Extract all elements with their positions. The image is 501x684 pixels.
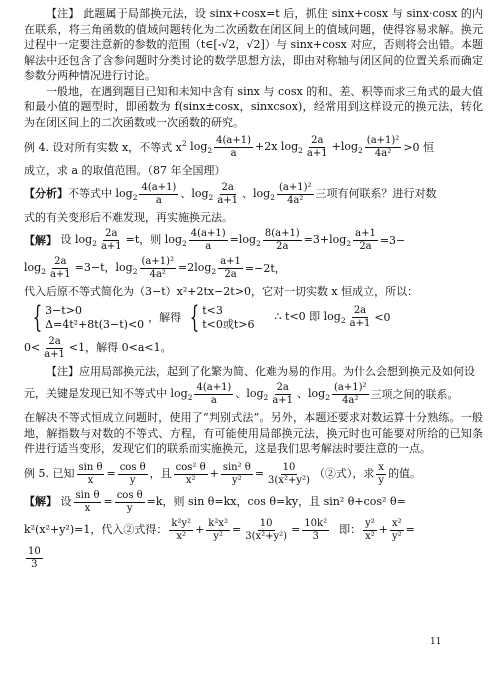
ex5-end: 的值。 <box>388 467 422 481</box>
sol5-l2-pre: k²(x²+y²)=1，代入②式得： <box>24 523 168 537</box>
solution-systems <box>24 299 483 335</box>
sol5-mid: =k，则 sin θ=kx，cos θ=ky，且 sin² θ+cos² θ= <box>146 495 406 509</box>
sol-l2-mid: =3−t，$\log_2$ <box>74 261 138 277</box>
sol-l2-eq: $=2\log_2$ <box>178 261 217 277</box>
solution-line3: 代入后原不等式简化为（3−t）x²+2tx−2t>0，它对一切实数 x 恒成立，所以： <box>24 285 419 298</box>
solution-label: 【解】 <box>24 233 57 247</box>
solve-text: ，解得 <box>148 310 182 324</box>
solution-line2 <box>24 256 483 281</box>
general-paragraph: 一般地，在遇到题目已知和未知中含有 sinx 与 cosx 的和、差、积等而求三角式的最大值和最小值的题型时，即函数为 f(sinx±cosx，sinxcsox)，经常用到这样设元的换元法，转化为在闭区间上的二次函数或一次函数的研究。 <box>24 84 483 129</box>
ex4-prefix: 例 4. 设对所有实数 x，不等式 x <box>24 140 182 154</box>
sol5-line1 <box>24 490 483 515</box>
note2-rest: 在解决不等式恒成立问题时，使用了“判别式法”。另外，本题还要求对数运算十分熟练。一般地，解指数与对数的不等式、方程，有可能使用局部换元法，换元时也可能要对所给的已知条件进行适当变形，发现它们的联系而实施换元，这是我们思考解法时要注意的一点。 <box>24 411 483 455</box>
note-paragraph: 【注】 此题属于局部换元法，设 sinx+cosx=t 后，抓住 sinx+cosx 与 sinx·cosx 的内在联系，将三角函数的值域问题转化为二次函数在闭区间上的值域问题，使得容易求解。换元过程中一定要注意新的参数的范围（t∈[-√2，√2]）与 sinx+cosx 对应，否则将会出错。本题解法中还包含了含参问题时分类讨论的数学思想方法，即由对称轴与闭区间的位置关系而确定参数分两种情况进行讨论。 <box>24 7 483 82</box>
sol-l2-log: $\log_2$ <box>24 261 46 277</box>
solution-pre: 设 $\log_2$ <box>60 233 97 249</box>
ex5-f4: $\frac{\text{sin² θ}}{\text{y²}}$ <box>222 461 251 486</box>
ex4-log1: $\log_2$ <box>190 140 213 156</box>
ex4-frac2: $\frac{2a}{a+1}$ <box>306 135 328 159</box>
ex5-f6: $\frac{x}{y}$ <box>378 461 385 486</box>
sol5-h2: $\frac{\text{x²}}{\text{y²}}$ <box>391 517 402 542</box>
sol5-g2: $\frac{\text{k²x²}}{\text{y²}}$ <box>208 517 228 542</box>
analysis-pre: 不等式中 $\log_2$ <box>68 186 138 202</box>
note2-frac3: $\frac{\text{(a+1)²}}{\text{4a²}}$ <box>333 382 367 406</box>
lt0-text: <0 <box>374 310 391 324</box>
sol5-eq2: = <box>291 523 301 537</box>
ex4-frac3: $\frac{\text{(a+1)²}}{\text{4a²}}$ <box>366 135 400 159</box>
note2-line2 <box>24 382 483 407</box>
sol-eq1: $=\log_2$ <box>229 233 261 249</box>
sol-frac-t: $\frac{2a}{a+1}$ <box>100 228 122 252</box>
ex5-eq2: = <box>254 467 265 481</box>
note2-sep2: 、$\log_2$ <box>297 387 330 403</box>
ex5-f2: $\frac{\text{cos θ}}{y}$ <box>119 461 146 486</box>
sol5-f2: $\frac{\text{cos θ}}{y}$ <box>116 489 143 514</box>
final-pre: 0< <box>24 341 41 355</box>
sol5-plus1: + <box>195 523 205 537</box>
sol-l2-end: =−2t， <box>244 261 286 275</box>
ex4-line2: 成立，求 a 的取值范围。（87 年全国理） <box>24 164 226 177</box>
sol-frac-a: $\frac{8(a+1)}{2a}$ <box>264 228 300 252</box>
sol5-f1: $\frac{\text{sin θ}}{x}$ <box>75 489 100 514</box>
note2-line1: 【注】应用局部换元法，起到了化繁为简、化难为易的作用。为什么会想到换元及如何设 <box>46 364 475 378</box>
sol5-answer <box>24 546 483 571</box>
analysis-sep1: 、$\log_2$ <box>180 186 214 202</box>
sol5-eq: = <box>103 495 113 509</box>
solution-line1 <box>24 228 483 253</box>
analysis-label: 【分析】 <box>24 187 68 201</box>
therefore-frac: $\frac{2a}{a+1}$ <box>349 305 371 329</box>
sol5-eq3: = <box>405 523 415 537</box>
analysis-frac1: $\frac{4(a+1)}{a}$ <box>141 181 177 206</box>
sol-eq2: $=3+\log_2$ <box>303 233 352 249</box>
sol5-pre: 设 <box>60 495 72 509</box>
sol5-g1: $\frac{\text{k²y²}}{\text{x²}}$ <box>171 517 192 542</box>
analysis-post: 三项有何联系？进行对数 <box>315 187 437 201</box>
sol-l2-frac1: $\frac{2a}{a+1}$ <box>49 256 71 280</box>
ex4-sq: 2 <box>181 138 187 148</box>
analysis-frac3: $\frac{\text{(a+1)²}}{\text{4a²}}$ <box>278 181 312 206</box>
ex5-prefix: 例 5. 已知 <box>24 467 75 481</box>
ex4-mid2: $+\log_2$ <box>331 140 363 156</box>
ex5-tag: （②式），求 <box>313 467 375 481</box>
note2-post: 三项之间的联系。 <box>370 387 459 401</box>
ex5-plus: + <box>209 467 219 481</box>
sol-frac-1: $\frac{4(a+1)}{a}$ <box>190 228 226 252</box>
sol5-answer-frac: $\frac{10}{3}$ <box>28 545 41 570</box>
ex4-mid1: +2x $\log_2$ <box>255 140 303 156</box>
system-2: { t<3 t<0或t>6 <box>189 299 255 335</box>
solution-final <box>24 336 483 361</box>
sol5-h1: $\frac{\text{y²}}{\text{x²}}$ <box>365 517 375 542</box>
analysis-line2: 式的有关变形后不难发现，再实施换元法。 <box>24 210 233 224</box>
sol5-g3: $\frac{10}{\text{3(x²+y²)}}$ <box>245 517 288 542</box>
system-1: { 3−t>0 Δ=4t²+8t(3−t)<0 <box>32 299 145 335</box>
note2-frac2: $\frac{2a}{a+1}$ <box>272 382 294 406</box>
sol5-eq1: = <box>232 523 242 537</box>
example-4-line <box>24 135 483 160</box>
sol5-ji: 即： <box>339 523 362 537</box>
sol5-label: 【解】 <box>24 495 57 509</box>
sol-eq-t: =t，则 $\log_2$ <box>125 233 187 249</box>
note2-pre: 元，关键是发现已知不等式中 $\log_2$ <box>24 387 193 403</box>
ex5-f3: $\frac{\text{cos² θ}}{\text{x²}}$ <box>175 461 206 486</box>
final-post: <1，解得 0<a<1。 <box>68 341 172 355</box>
sol5-plus2: + <box>378 523 388 537</box>
page-number: 11 <box>430 636 442 647</box>
ex5-mid: ，且 <box>149 467 172 481</box>
sol-l2-frac3: $\frac{a+1}{2a}$ <box>220 256 241 280</box>
note2-frac1: $\frac{4(a+1)}{a}$ <box>196 382 232 406</box>
sol-frac-b: $\frac{a+1}{2a}$ <box>355 228 376 252</box>
note2-sep1: 、$\log_2$ <box>235 387 269 403</box>
ex4-suffix: >0 恒 <box>403 140 435 154</box>
sol-l2-frac2: $\frac{\text{(a+1)²}}{\text{4a²}}$ <box>141 256 175 280</box>
final-frac: $\frac{2a}{a+1}$ <box>44 335 65 360</box>
therefore-text: ∴ t<0 即 $\log_2$ <box>274 310 346 326</box>
ex4-frac1: $\frac{4(a+1)}{a}$ <box>216 135 252 159</box>
sol5-line2 <box>24 518 483 543</box>
analysis-sep2: 、$\log_2$ <box>242 186 275 202</box>
analysis-line <box>24 182 483 207</box>
ex5-f1: $\frac{\text{sin θ}}{x}$ <box>78 461 103 486</box>
sol-eq3: =3− <box>379 233 406 247</box>
ex5-f5: $\frac{10}{\text{3(x²+y²)}}$ <box>268 461 310 486</box>
ex5-eq: = <box>106 467 116 481</box>
example-5-line <box>24 462 483 487</box>
sol5-g4: $\frac{\text{10k²}}{3}$ <box>304 517 328 542</box>
analysis-frac2: $\frac{2a}{a+1}$ <box>217 181 239 206</box>
